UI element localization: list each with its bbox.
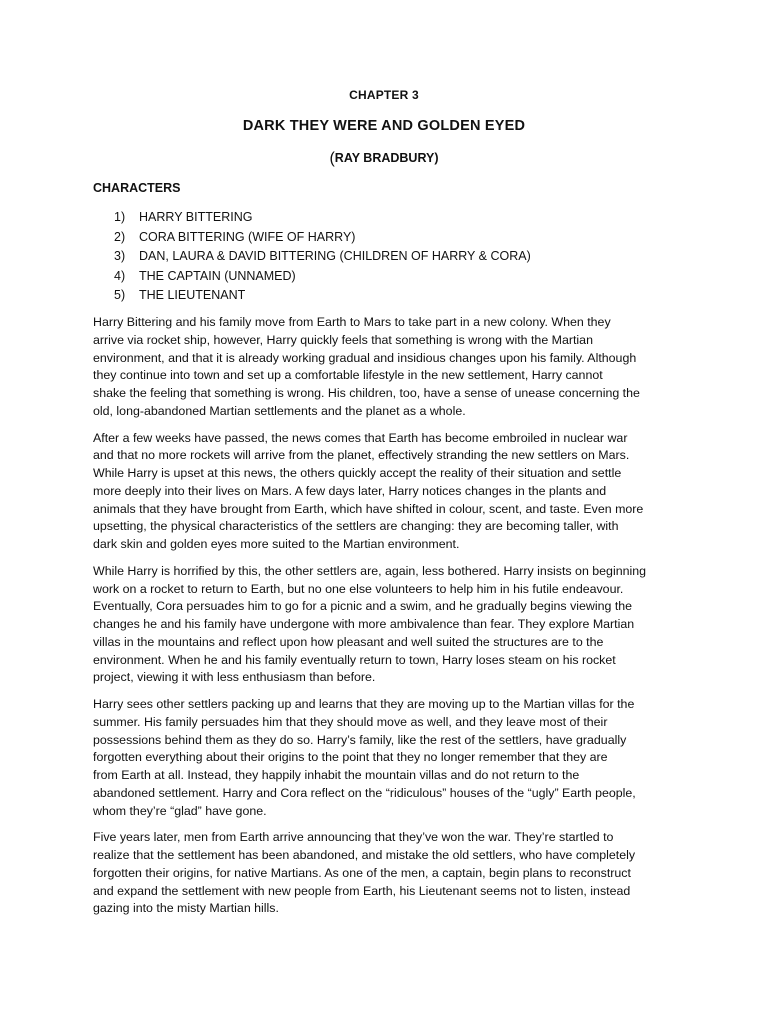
story-title: DARK THEY WERE AND GOLDEN EYED — [242, 118, 526, 134]
text-line: Eventually, Cora persuades him to go for a picnic and a swim, and he gradually begins viewing the — [93, 599, 633, 614]
text-line: summer. His family persuades him that they should move as well, and they leave most of their — [93, 714, 608, 729]
character-name: THE CAPTAIN (UNNAMED) — [139, 268, 296, 283]
summary-paragraph — [93, 563, 680, 687]
text-line: Harry sees other settlers packing up and learns that they are moving up to the Martian villas for the — [93, 697, 635, 711]
character-number: 1) — [114, 210, 126, 224]
text-line: After a few weeks have passed, the news comes that Earth has become embroiled in nuclear war — [93, 430, 628, 445]
text-line: gazing into the misty Martian hills. — [93, 901, 279, 916]
summary-paragraph — [93, 829, 680, 918]
summary-paragraph — [93, 430, 680, 554]
text-line: forgotten their origins, for native Martians. As one of the men, a captain, begin plans to reconstruct — [93, 865, 631, 880]
text-line: and expand the settlement with new people from Earth, his Lieutenant seems not to listen, instead — [93, 883, 631, 898]
character-item — [114, 228, 531, 248]
character-number: 2) — [114, 229, 126, 244]
characters-heading: CHARACTERS — [93, 181, 181, 195]
character-item — [114, 286, 531, 306]
author-line — [0, 150, 768, 168]
text-line: While Harry is horrified by this, the other settlers are, again, less bothered. Harry insists on beginning — [93, 563, 647, 578]
text-line: dark skin and golden eyes more suited to the Martian environment. — [93, 537, 460, 551]
text-line: whom they’re “glad” have gone. — [93, 803, 267, 818]
text-line: they continue into town and set up a comfortable lifestyle in the new settlement, Harry cannot — [93, 368, 603, 383]
text-line: forgotten everything about their origins to the point that they no longer remember that they are — [93, 750, 608, 765]
text-line: project, viewing it with less enthusiasm than before. — [93, 670, 376, 685]
author-open-paren: ( — [329, 150, 335, 167]
text-line: environment, and that it is already working gradual and insidious changes upon his family. Although — [93, 350, 637, 365]
text-line: villas in the mountains and reflect upon how pleasant and well suited the structures are to the — [93, 634, 604, 649]
text-line: work on a rocket to return to Earth, but no one else volunteers to help him in his futile endeavour. — [93, 581, 624, 596]
text-line: possessions behind them as they do so. Harry’s family, like the rest of the settlers, have gradually — [93, 732, 627, 747]
summary-paragraph — [93, 314, 680, 421]
character-name: HARRY BITTERING — [139, 210, 253, 224]
text-line: more deeply into their lives on Mars. A few days later, Harry notices changes in the plants and — [93, 483, 607, 498]
text-line: from Earth at all. Instead, they happily inhabit the mountain villas and do not return to the — [93, 768, 580, 782]
text-line: Five years later, men from Earth arrive announcing that they’ve won the war. They’re startled to — [93, 830, 614, 845]
summary-paragraph — [93, 696, 680, 820]
text-line: animals that they have brought from Earth, which have shifted in colour, scent, and taste. Even more — [93, 501, 644, 516]
character-name: THE LIEUTENANT — [139, 288, 246, 302]
summary-body — [93, 314, 680, 927]
text-line: old, long-abandoned Martian settlements and the planet as a whole. — [93, 403, 466, 418]
text-line: shake the feeling that something is wrong. His children, too, have a sense of unease concerning the — [93, 386, 640, 400]
character-name: CORA BITTERING (WIFE OF HARRY) — [139, 229, 356, 244]
text-line: upsetting, the physical characteristics of the settlers are changing: they are becoming taller, with — [93, 519, 619, 534]
character-number: 3) — [114, 249, 126, 263]
text-line: changes he and his family have undergone with more ambivalence than fear. They explore Martian — [93, 617, 635, 631]
character-number: 4) — [114, 268, 126, 283]
text-line: Harry Bittering and his family move from Earth to Mars to take part in a new colony. When they — [93, 315, 611, 329]
text-line: environment. When he and his family eventually return to town, Harry loses steam on his rocket — [93, 652, 616, 667]
text-line: realize that the settlement has been abandoned, and mistake the old settlers, who have completely — [93, 848, 636, 862]
author-name: RAY BRADBURY) — [334, 151, 439, 165]
text-line: While Harry is upset at this news, the others quickly accept the reality of their situation and settle — [93, 466, 622, 480]
text-line: abandoned settlement. Harry and Cora reflect on the “ridiculous” houses of the “ugly” Earth people, — [93, 785, 636, 800]
text-line: arrive via rocket ship, however, Harry quickly feels that something is wrong with the Martian — [93, 332, 593, 347]
characters-list — [114, 208, 531, 306]
character-item — [114, 247, 531, 267]
character-number: 5) — [114, 288, 126, 302]
character-name: DAN, LAURA & DAVID BITTERING (CHILDREN OF HARRY & CORA) — [139, 249, 531, 263]
text-line: and that no more rockets will arrive from the planet, effectively stranding the new settlers on Mars. — [93, 448, 630, 463]
chapter-label: CHAPTER 3 — [349, 88, 419, 102]
character-item — [114, 208, 531, 228]
character-item — [114, 267, 531, 287]
